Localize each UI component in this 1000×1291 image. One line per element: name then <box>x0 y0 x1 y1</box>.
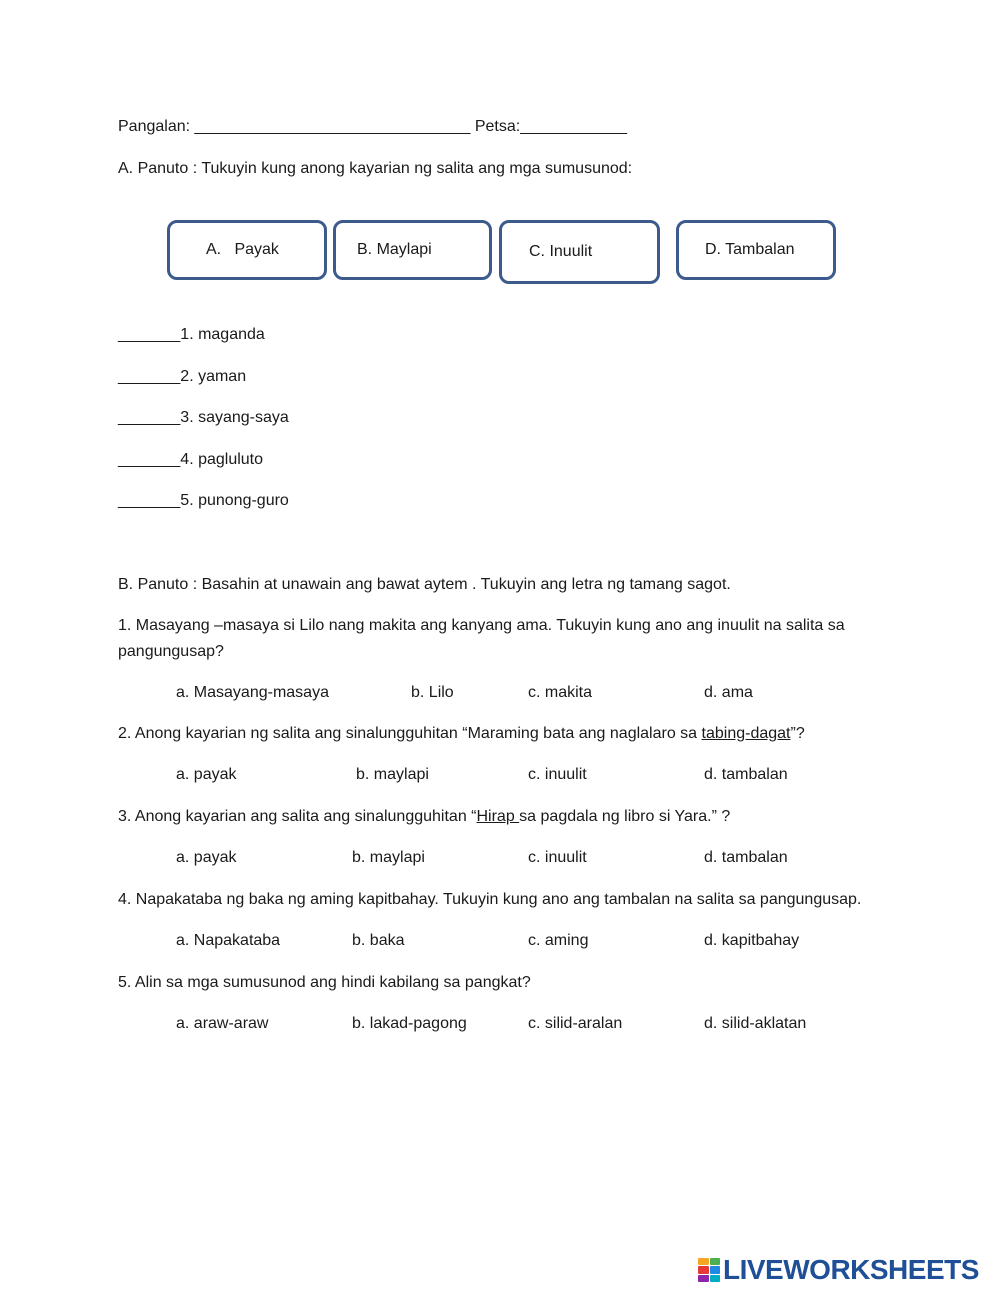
choice-a[interactable]: a. payak <box>176 766 237 783</box>
option-box-label: A. Payak <box>206 241 279 258</box>
question-3-end: sa pagdala ng libro si Yara.” ? <box>519 808 731 825</box>
choice-c[interactable]: c. silid-aralan <box>528 1015 623 1032</box>
underlined-word: Hirap <box>476 808 520 825</box>
option-box-tambalan <box>676 220 836 280</box>
choice-d[interactable]: d. ama <box>704 684 753 701</box>
question-1-line-2: pangungusap? <box>118 643 224 660</box>
question-3 <box>118 808 730 826</box>
choice-a[interactable]: a. payak <box>176 849 237 866</box>
choice-d[interactable]: d. tambalan <box>704 766 788 783</box>
logo-tile <box>710 1258 721 1265</box>
list-item[interactable]: _______2. yaman <box>118 368 247 385</box>
choice-c[interactable]: c. inuulit <box>528 849 587 866</box>
name-date-line <box>118 118 627 136</box>
option-box-maylapi <box>333 220 492 280</box>
choice-a[interactable]: a. Masayang-masaya <box>176 684 329 701</box>
choice-b[interactable]: b. lakad-pagong <box>352 1015 467 1032</box>
list-item[interactable]: _______5. punong-guro <box>118 492 289 509</box>
logo-tile <box>698 1275 709 1282</box>
choice-d[interactable]: d. kapitbahay <box>704 932 800 949</box>
date-blank[interactable]: ____________ <box>520 118 627 135</box>
choice-a[interactable]: a. araw-araw <box>176 1015 269 1032</box>
question-2 <box>118 725 805 743</box>
option-box-label: B. Maylapi <box>357 241 432 258</box>
list-item[interactable]: _______4. pagluluto <box>118 451 264 468</box>
choice-c[interactable]: c. aming <box>528 932 589 949</box>
logo-tile <box>698 1258 709 1265</box>
choice-b[interactable]: b. maylapi <box>356 766 429 783</box>
choice-c[interactable]: c. inuulit <box>528 766 587 783</box>
choice-a[interactable]: a. Napakataba <box>176 932 281 949</box>
logo-tile <box>710 1266 721 1273</box>
question-5-text: 5. Alin sa mga sumusunod ang hindi kabilang sa pangkat? <box>118 974 531 991</box>
list-item[interactable]: _______3. sayang-saya <box>118 409 289 426</box>
choice-d[interactable]: d. silid-aklatan <box>704 1015 807 1032</box>
choice-b[interactable]: b. baka <box>352 932 405 949</box>
logo-tile <box>710 1275 721 1282</box>
name-blank[interactable]: _______________________________ <box>194 118 471 135</box>
logo-text: LIVEWORKSHEETS <box>723 1254 979 1285</box>
question-3-text: 3. Anong kayarian ang salita ang sinalungguhitan “ <box>118 808 477 825</box>
choice-c[interactable]: c. makita <box>528 684 593 701</box>
date-label: Petsa: <box>470 118 521 135</box>
option-box-inuulit <box>499 220 660 284</box>
option-box-label: D. Tambalan <box>705 241 795 258</box>
choice-b[interactable]: b. Lilo <box>411 684 454 701</box>
question-1-line-1: 1. Masayang –masaya si Lilo nang makita ang kanyang ama. Tukuyin kung ano ang inuulit na salita sa <box>118 617 845 634</box>
logo-tile <box>698 1266 709 1273</box>
choice-b[interactable]: b. maylapi <box>352 849 425 866</box>
logo-mark-icon <box>698 1258 720 1282</box>
section-b-instruction: B. Panuto : Basahin at unawain ang bawat aytem . Tukuyin ang letra ng tamang sagot. <box>118 576 731 593</box>
option-box-label: C. Inuulit <box>529 243 593 260</box>
section-a-instruction: A. Panuto : Tukuyin kung anong kayarian ng salita ang mga sumusunod: <box>118 160 633 177</box>
question-4-text: 4. Napakataba ng baka ng aming kapitbahay. Tukuyin kung ano ang tambalan na salita sa pangungusap. <box>118 891 862 908</box>
underlined-word: tabing-dagat <box>701 725 791 742</box>
list-item[interactable]: _______1. maganda <box>118 326 265 343</box>
option-box-payak <box>167 220 327 280</box>
name-label: Pangalan: <box>118 118 195 135</box>
liveworksheets-logo <box>698 1255 979 1285</box>
question-2-end: ”? <box>790 725 805 742</box>
choice-d[interactable]: d. tambalan <box>704 849 788 866</box>
question-2-text: 2. Anong kayarian ng salita ang sinalungguhitan “Maraming bata ang naglalaro sa <box>118 725 702 742</box>
